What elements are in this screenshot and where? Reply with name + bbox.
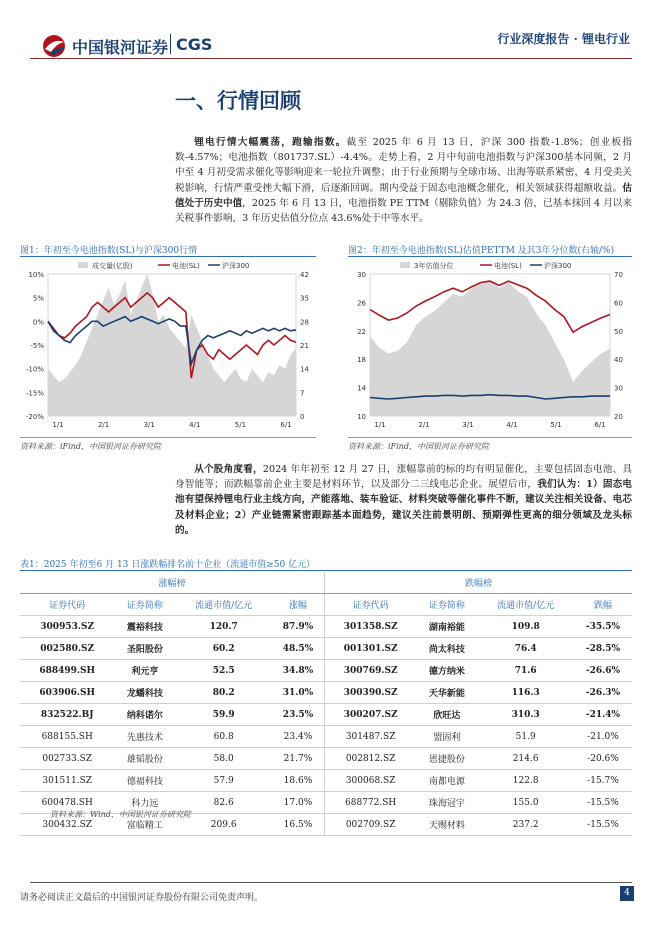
table-row — [20, 682, 632, 704]
table-cell: 德福科技 — [114, 770, 175, 792]
table-cell: -15.5% — [574, 814, 632, 836]
table-cell: 109.8 — [477, 616, 574, 638]
table-cell: -20.6% — [574, 748, 632, 770]
table-cell: 先惠技术 — [114, 726, 175, 748]
table-cell: 圣阳股份 — [114, 638, 175, 660]
y-left-tick-label: -15% — [25, 389, 44, 398]
table-cell: 300390.SZ — [324, 682, 416, 704]
table-cell: 17.0% — [272, 792, 324, 814]
table-cell: 116.3 — [477, 682, 574, 704]
table-cell: 51.9 — [477, 726, 574, 748]
table-cell: 18.6% — [272, 770, 324, 792]
x-tick-label: 6/1 — [280, 421, 292, 429]
industry-label: 锂电行业 — [581, 32, 630, 46]
table-cell: 155.0 — [477, 792, 574, 814]
table-row — [20, 704, 632, 726]
table-column-headers — [20, 594, 632, 616]
y-left-tick-label: 0% — [32, 318, 44, 327]
footer-divider — [30, 882, 632, 883]
table-cell: 48.5% — [272, 638, 324, 660]
y-left-tick-label: -5% — [30, 342, 44, 350]
table-cell: 214.6 — [477, 748, 574, 770]
series-area-3年估值分位 — [370, 280, 610, 416]
fig2-rule — [348, 256, 632, 257]
para2-text1: 2024 年年初至 12 月 27 日，涨幅靠前的标的均有明显催化，主要包括固态电池、具身智能等；而跌幅靠前企业主要是材料环节，以及部分二三线电芯企业。展望后市， — [175, 464, 633, 491]
column-header: 跌幅 — [574, 594, 632, 616]
table-cell: 603906.SH — [20, 682, 114, 704]
y-right-tick-label: 7 — [300, 389, 305, 398]
gain-group-header: 涨幅榜 — [20, 572, 324, 594]
chart-battery-pe-ttm — [348, 258, 632, 436]
report-type: 行业深度报告 — [497, 32, 570, 46]
y-right-tick-label: 28 — [300, 318, 309, 327]
x-tick-label: 2/1 — [418, 421, 430, 429]
fig2-source: 资料来源：iFind，中国银河证券研究院 — [348, 442, 489, 451]
table-cell: 688772.SH — [324, 792, 416, 814]
x-tick-label: 6/1 — [594, 421, 606, 429]
table-cell: 688155.SH — [20, 726, 114, 748]
header-report-type — [497, 30, 630, 47]
table-row — [20, 748, 632, 770]
legend-label: 成交量(亿股) — [92, 262, 133, 270]
table-cell: 天赐材料 — [416, 814, 477, 836]
page-number: 4 — [620, 886, 634, 901]
table-cell: 34.8% — [272, 660, 324, 682]
table-cell: 德方纳米 — [416, 660, 477, 682]
paragraph-stock-view — [175, 462, 632, 538]
table-title: 表1：2025 年初至6 月 13 日涨跌幅排名前十企业（流通市值≥50 亿元） — [20, 560, 316, 570]
table-cell: 120.7 — [175, 616, 272, 638]
table-body — [20, 616, 632, 836]
logo-divider — [170, 34, 171, 54]
y-left-tick-label: 10 — [357, 413, 366, 421]
section-title: 一、行情回顾 — [175, 88, 301, 113]
y-right-tick-label: 42 — [300, 271, 309, 279]
table-row — [20, 616, 632, 638]
column-header: 流通市值/亿元 — [477, 594, 574, 616]
legend-swatch-volume — [78, 262, 88, 268]
loss-group-header: 跌幅榜 — [324, 572, 632, 594]
y-left-tick-label: -10% — [25, 365, 44, 374]
column-header: 证券简称 — [416, 594, 477, 616]
x-tick-label: 2/1 — [97, 421, 110, 429]
table-cell: 52.5 — [175, 660, 272, 682]
table-cell: -21.0% — [574, 726, 632, 748]
fig2-bottom-rule — [348, 437, 632, 438]
fig1-bottom-rule — [20, 437, 316, 438]
para1-text1: 截至 2025 年 6 月 13 日，沪深 300 指数-1.8%；创业板指数-4.57%；电池指数（801737.SL）-4.4%。走势上看，2 月中旬前电池指数与沪深300基本同频，2 月中至 4 月初受需求催化等影响迎来一轮拉升调整；由于行业预期与全球市场、出海等联系紧密，4 月受美关税影响，行情严重受挫大幅下滑，后逐渐回调。期内受益于固态电池概念催化，相关领域获得超额收益。 — [175, 137, 633, 194]
table-cell: 纳科诺尔 — [114, 704, 175, 726]
table-cell: -26.3% — [574, 682, 632, 704]
chart-battery-vs-csi300 — [20, 258, 316, 436]
table-cell: 002709.SZ — [324, 814, 416, 836]
legend-label: 3年估值分位 — [414, 262, 454, 270]
paragraph-market-review — [175, 135, 632, 226]
table-cell: 震裕科技 — [114, 616, 175, 638]
x-tick-label: 1/1 — [52, 421, 64, 429]
table-row — [20, 638, 632, 660]
table-cell: 002812.SZ — [324, 748, 416, 770]
footer-disclaimer: 请务必阅读正文最后的中国银河证券股份有限公司免责声明。 — [20, 893, 264, 903]
table-cell: 尚太科技 — [416, 638, 477, 660]
fig1-title: 图1：年初至今电池指数(SL)与沪深300行情 — [20, 246, 198, 256]
y-left-tick-label: 14 — [357, 384, 366, 393]
table-row — [20, 660, 632, 682]
table-row — [20, 726, 632, 748]
fig1-rule — [20, 256, 316, 257]
logo-text: 中国银河证券 — [72, 38, 169, 57]
table-cell: 盟固利 — [416, 726, 477, 748]
table-cell: 300769.SZ — [324, 660, 416, 682]
table-cell: 珠海冠宇 — [416, 792, 477, 814]
column-header: 涨幅 — [272, 594, 324, 616]
table-cell: 南都电源 — [416, 770, 477, 792]
table-cell: 23.4% — [272, 726, 324, 748]
table-cell: 002733.SZ — [20, 748, 114, 770]
ranking-table — [20, 572, 632, 836]
para1-bold2: 估值处于历史中值 — [175, 182, 632, 209]
y-right-tick-label: 20 — [614, 413, 623, 421]
table-cell: 31.0% — [272, 682, 324, 704]
table-cell: 209.6 — [175, 814, 272, 836]
table-cell: 300432.SZ — [20, 814, 114, 836]
y-right-tick-label: 60 — [614, 299, 623, 308]
table-cell: -15.5% — [574, 792, 632, 814]
y-left-tick-label: 30 — [357, 271, 366, 279]
table-cell: 21.7% — [272, 748, 324, 770]
x-tick-label: 5/1 — [550, 421, 562, 429]
table-cell: 71.6 — [477, 660, 574, 682]
table-cell: 富临精工 — [114, 814, 175, 836]
table-cell: 300068.SZ — [324, 770, 416, 792]
para1-text2: ，2025 年 6 月 13 日，电池指数 PE TTM（剔除负值）为 24.3 倍，已基本抹回 4 月以来关税事件影响，3 年历史估值分位点 43.6%处于中等水平。 — [175, 197, 633, 225]
table-row — [20, 770, 632, 792]
column-header: 证券代码 — [20, 594, 114, 616]
table-cell: 59.9 — [175, 704, 272, 726]
column-header: 流通市值/亿元 — [175, 594, 272, 616]
table-cell: 300207.SZ — [324, 704, 416, 726]
table-cell: 16.5% — [272, 814, 324, 836]
table-cell: 57.9 — [175, 770, 272, 792]
y-right-tick-label: 70 — [614, 271, 623, 279]
y-left-tick-label: 18 — [357, 356, 366, 365]
y-right-tick-label: 50 — [614, 327, 623, 336]
table-cell: 310.3 — [477, 704, 574, 726]
table-cell: 60.8 — [175, 726, 272, 748]
header-dot: · — [573, 32, 578, 46]
table-cell: 雄韬股份 — [114, 748, 175, 770]
table-top-rule — [20, 570, 632, 571]
table-cell: 湖南裕能 — [416, 616, 477, 638]
fig1-source: 资料来源：iFind，中国银河证券研究院 — [20, 442, 161, 451]
table-cell: 80.2 — [175, 682, 272, 704]
table-cell: 301487.SZ — [324, 726, 416, 748]
table-cell: 60.2 — [175, 638, 272, 660]
table-cell: 利元亨 — [114, 660, 175, 682]
table-cell: 58.0 — [175, 748, 272, 770]
table-cell: 天华新能 — [416, 682, 477, 704]
para1-lead: 锂电行情大幅震荡，跑输指数。 — [194, 137, 347, 148]
para2-bold: 我们认为：1）固态电池有望保持锂电行业主线方向，产能落地、装车验证、材料突破等催化事件不断，建议关注相关设备、电芯及材料企业；2）产业链需紧密跟踪基本面趋势，建议关注前景明朗、预期弹性更高的细分领域及龙头标的。 — [175, 479, 632, 536]
table-cell: 301358.SZ — [324, 616, 416, 638]
y-left-tick-label: -20% — [25, 413, 44, 421]
table-cell: 76.4 — [477, 638, 574, 660]
table-cell: 龙蟠科技 — [114, 682, 175, 704]
y-left-tick-label: 22 — [357, 327, 366, 336]
legend-label: 电池(SL) — [494, 262, 522, 270]
fig2-title: 图2：年初至今电池指数(SL)估值PETTM 及其3年分位数(右轴/%) — [348, 246, 615, 256]
table-cell: 832522.BJ — [20, 704, 114, 726]
y-left-tick-label: 5% — [32, 294, 44, 303]
table-cell: 001301.SZ — [324, 638, 416, 660]
header-divider — [30, 58, 632, 59]
table-cell: -35.5% — [574, 616, 632, 638]
table-cell: 301511.SZ — [20, 770, 114, 792]
column-header: 证券简称 — [114, 594, 175, 616]
y-right-tick-label: 35 — [300, 294, 309, 303]
y-right-tick-label: 0 — [300, 413, 305, 421]
series-area-成交量(亿股) — [48, 274, 296, 416]
table-cell: 237.2 — [477, 814, 574, 836]
y-right-tick-label: 30 — [614, 384, 623, 393]
table-cell: 欣旺达 — [416, 704, 477, 726]
y-left-tick-label: 10% — [28, 271, 44, 279]
table-cell: 23.5% — [272, 704, 324, 726]
x-tick-label: 3/1 — [462, 421, 474, 429]
y-left-tick-label: 26 — [357, 299, 366, 308]
table-source: 资料来源：Wind，中国银河证券研究院 — [50, 810, 191, 819]
table-cell: 300953.SZ — [20, 616, 114, 638]
legend-label: 电池(SL) — [172, 262, 200, 270]
legend-label: 沪深300 — [222, 262, 250, 270]
x-tick-label: 3/1 — [143, 421, 155, 429]
y-right-tick-label: 40 — [614, 356, 623, 365]
table-cell: 688499.SH — [20, 660, 114, 682]
table-cell: -26.6% — [574, 660, 632, 682]
table-cell: -21.4% — [574, 704, 632, 726]
table-cell: 82.6 — [175, 792, 272, 814]
table-cell: 恩捷股份 — [416, 748, 477, 770]
para2-lead: 从个股角度看， — [194, 464, 263, 475]
table-cell: -15.7% — [574, 770, 632, 792]
table-cell: 87.9% — [272, 616, 324, 638]
legend-label: 沪深300 — [544, 262, 572, 270]
x-tick-label: 4/1 — [189, 421, 201, 429]
legend-swatch-volume — [400, 262, 410, 268]
table-cell: 122.8 — [477, 770, 574, 792]
table-cell: 002580.SZ — [20, 638, 114, 660]
table-cell: -28.5% — [574, 638, 632, 660]
logo-abbr: CGS — [176, 35, 213, 54]
table-cell: 科力远 — [114, 792, 175, 814]
y-right-tick-label: 14 — [300, 365, 309, 374]
x-tick-label: 4/1 — [506, 421, 518, 429]
table-cell: 600478.SH — [20, 792, 114, 814]
x-tick-label: 1/1 — [374, 421, 386, 429]
y-right-tick-label: 21 — [300, 342, 309, 350]
column-header: 证券代码 — [324, 594, 416, 616]
x-tick-label: 5/1 — [234, 421, 247, 429]
